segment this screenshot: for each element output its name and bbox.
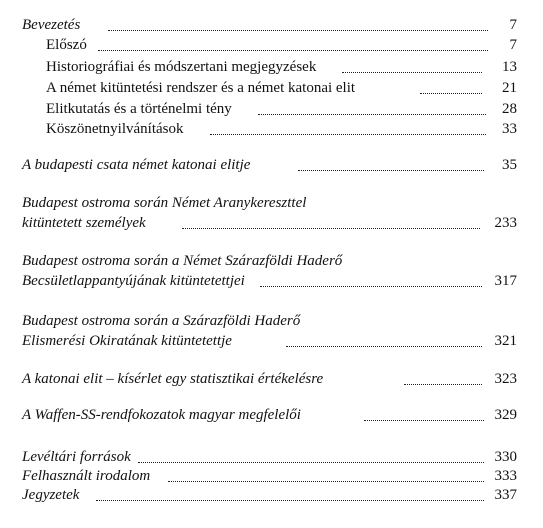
toc-entry-page: 317	[494, 273, 517, 289]
toc-subentry-koszonetnyilvanitasok[interactable]	[0, 120, 543, 138]
toc-entry-becsuletlappantyu-line1[interactable]	[0, 252, 543, 270]
toc-leader	[168, 467, 484, 482]
toc-entry-title: Jegyzetek	[22, 487, 80, 503]
toc-leader	[260, 272, 482, 287]
toc-entry-title: Becsületlappantyújának kitüntetettjei	[22, 273, 245, 289]
toc-entry-elismeresi-okirat-line1[interactable]	[0, 312, 543, 330]
toc-entry-page: 7	[509, 17, 517, 33]
toc-entry-waffen-ss[interactable]	[0, 406, 543, 424]
toc-entry-page: 233	[494, 215, 517, 231]
toc-leader	[182, 214, 480, 229]
toc-entry-statisztikai-ertekeles[interactable]	[0, 370, 543, 388]
toc-leader	[342, 58, 482, 73]
toc-entry-title: A német kitüntetési rendszer és a német katonai elit	[46, 80, 356, 96]
toc-entry-title: Budapest ostroma során a Szárazföldi Haderő	[22, 313, 301, 329]
toc-leader	[364, 406, 484, 421]
toc-leader	[420, 79, 482, 94]
toc-entry-aranykereszt-line2[interactable]	[0, 214, 543, 232]
toc-entry-title: Elitkutatás és a történelmi tény	[46, 101, 232, 117]
toc-entry-title: Levéltári források	[22, 449, 131, 465]
toc-entry-becsuletlappantyu-line2[interactable]	[0, 272, 543, 290]
toc-entry-title: Elismerési Okiratának kitüntetettje	[22, 333, 232, 349]
toc-entry-page: 21	[502, 80, 517, 96]
toc-entry-page: 330	[494, 449, 517, 465]
toc-entry-jegyzetek[interactable]	[0, 486, 543, 504]
toc-entry-page: 28	[502, 101, 517, 117]
toc-entry-title: Budapest ostroma során Német Aranykereszttel	[22, 195, 307, 211]
toc-leader	[108, 16, 488, 31]
toc-entry-title: Felhasznált irodalom	[22, 468, 151, 484]
toc-subentry-historiografia[interactable]	[0, 58, 543, 76]
toc-entry-budapesti-csata[interactable]	[0, 156, 543, 174]
toc-leader	[98, 36, 488, 51]
toc-entry-page: 333	[494, 468, 517, 484]
toc-entry-title: Bevezetés	[22, 17, 81, 33]
toc-entry-page: 35	[502, 157, 517, 173]
toc-entry-title: A katonai elit – kísérlet egy statisztikai értékelésre	[22, 371, 324, 387]
toc-entry-elismeresi-okirat-line2[interactable]	[0, 332, 543, 350]
toc-entry-title: Historiográfiai és módszertani megjegyzések	[46, 59, 317, 75]
toc-entry-page: 33	[502, 121, 517, 137]
toc-entry-page: 323	[494, 371, 517, 387]
toc-entry-title: A budapesti csata német katonai elitje	[22, 157, 251, 173]
toc-entry-title: A Waffen-SS-rendfokozatok magyar megfelelői	[22, 407, 301, 423]
toc-leader	[298, 156, 484, 171]
toc-entry-page: 7	[509, 37, 517, 53]
toc-entry-aranykereszt-line1[interactable]	[0, 194, 543, 212]
toc-entry-title: kitüntetett személyek	[22, 215, 146, 231]
toc-subentry-eloszo[interactable]	[0, 36, 543, 54]
toc-subentry-kituntetesi-rendszer[interactable]	[0, 79, 543, 97]
toc-entry-page: 13	[502, 59, 517, 75]
toc-entry-title: Köszönetnyilvánítások	[46, 121, 184, 137]
toc-entry-bevezetes[interactable]	[0, 16, 543, 34]
toc-leader	[286, 332, 482, 347]
toc-leader	[138, 448, 484, 463]
toc-leader	[210, 120, 486, 135]
toc-entry-page: 337	[494, 487, 517, 503]
toc-leader	[258, 100, 486, 115]
toc-entry-page: 321	[494, 333, 517, 349]
toc-subentry-elitkutatas[interactable]	[0, 100, 543, 118]
toc-entry-felhasznalt-irodalom[interactable]	[0, 467, 543, 485]
toc-entry-title: Budapest ostroma során a Német Szárazföldi Haderő	[22, 253, 343, 269]
toc-entry-title: Előszó	[46, 37, 87, 53]
toc-leader	[96, 486, 484, 501]
toc-leader	[404, 370, 482, 385]
toc-entry-page: 329	[494, 407, 517, 423]
toc-entry-leveltari-forrasok[interactable]	[0, 448, 543, 466]
